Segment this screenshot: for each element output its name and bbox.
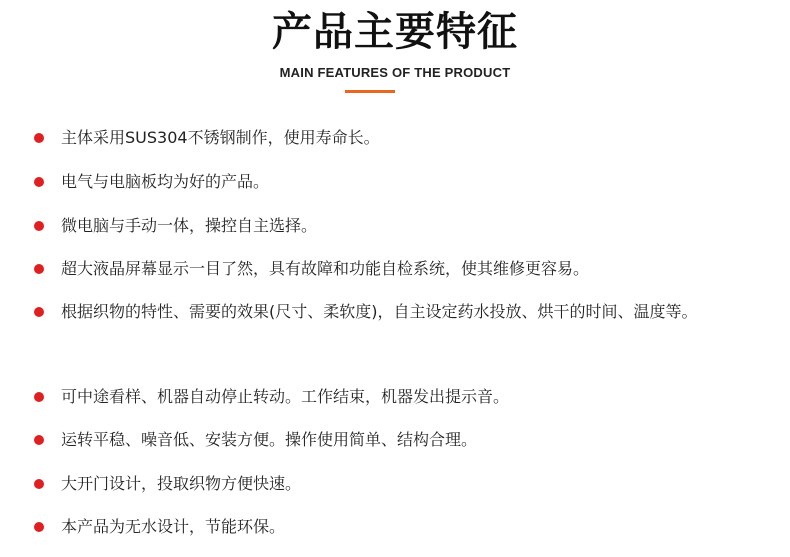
feature-text: 根据织物的特性、需要的效果(尺寸、柔软度)，自主设定药水投放、烘干的时间、温度等。: [61, 302, 698, 321]
feature-text: 超大液晶屏幕显示一目了然，具有故障和功能自检系统，使其维修更容易。: [61, 259, 590, 278]
bullet-dot-icon: [34, 133, 44, 143]
feature-text: 本产品为无水设计，节能环保。: [61, 517, 286, 536]
bullet-dot-icon: [34, 264, 44, 274]
bullet-dot-icon: [34, 479, 44, 489]
page-title: 产品主要特征: [272, 9, 518, 55]
feature-text: 电气与电脑板均为好的产品。: [61, 172, 270, 191]
bullet-dot-icon: [34, 392, 44, 402]
bullet-dot-icon: [34, 307, 44, 317]
feature-text: 运转平稳、噪音低、安装方便。操作使用简单、结构合理。: [61, 430, 478, 449]
bullet-dot-icon: [34, 221, 44, 231]
feature-text: 微电脑与手动一体，操控自主选择。: [61, 216, 318, 235]
feature-text: 可中途看样、机器自动停止转动。工作结束，机器发出提示音。: [61, 387, 510, 406]
bullet-dot-icon: [34, 435, 44, 445]
bullet-dot-icon: [34, 177, 44, 187]
feature-text: 主体采用SUS304不锈钢制作，使用寿命长。: [61, 128, 380, 147]
page-subtitle: MAIN FEATURES OF THE PRODUCT: [279, 65, 511, 80]
bullet-dot-icon: [34, 522, 44, 532]
feature-text: 大开门设计，投取织物方便快速。: [61, 474, 302, 493]
